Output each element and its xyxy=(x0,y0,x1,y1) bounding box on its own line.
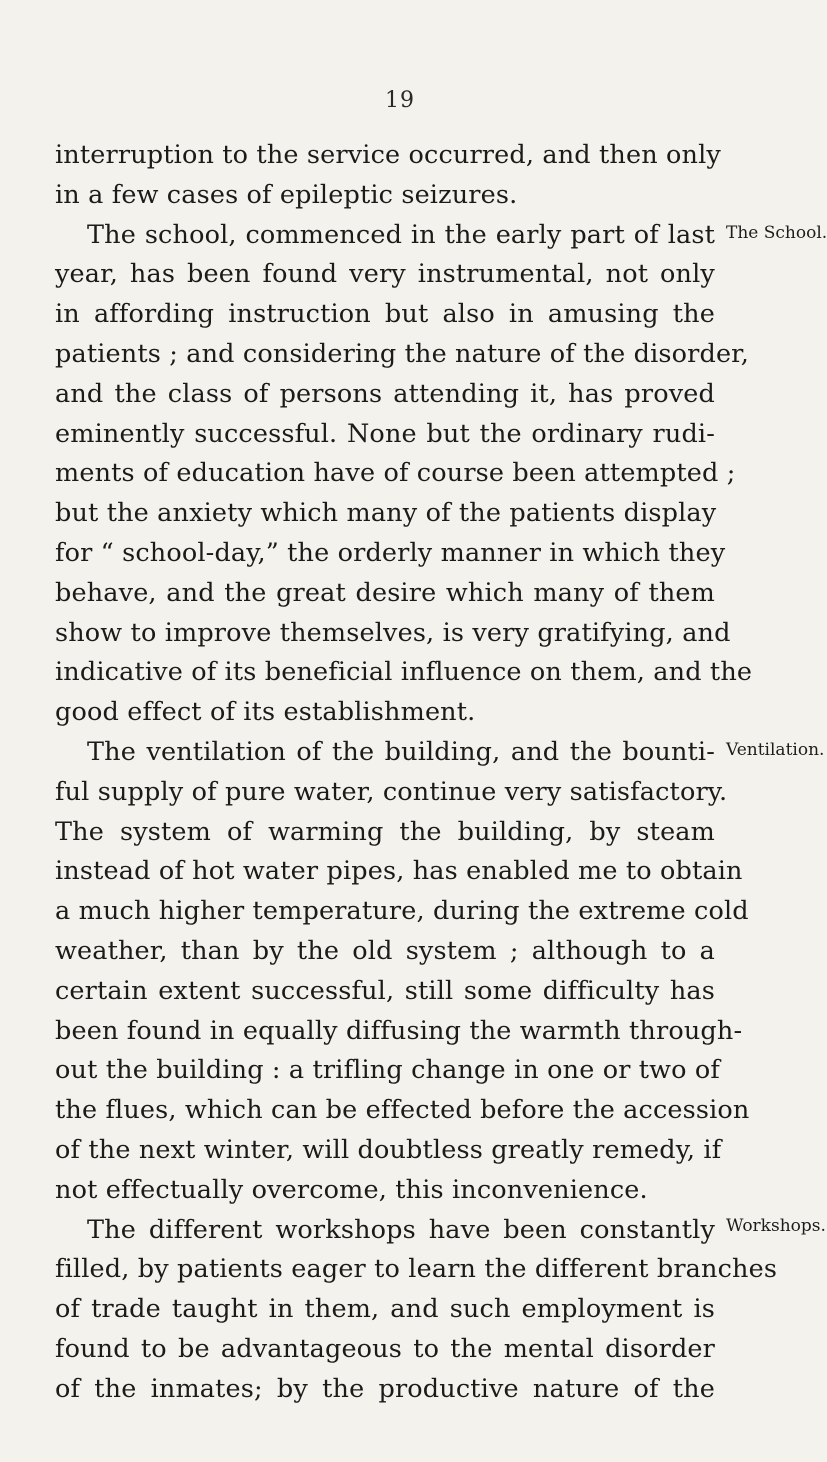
page-number: 19 xyxy=(385,88,415,113)
text-line: instead of hot water pipes, has enabled me to obtain xyxy=(55,856,743,887)
text-line: of the inmates; by the productive nature of the xyxy=(55,1373,715,1404)
text-line: been found in equally diffusing the warmth through- xyxy=(55,1015,743,1046)
text-line: and the class of persons attending it, has proved xyxy=(55,378,715,409)
text-line: certain extent successful, still some difficulty has xyxy=(55,975,715,1006)
text-line: The school, commenced in the early part of last xyxy=(87,219,715,250)
text-line: not effectually overcome, this inconvenience. xyxy=(55,1174,648,1205)
text-line: The ventilation of the building, and the bounti- xyxy=(87,736,715,767)
text-line: The system of warming the building, by steam xyxy=(55,816,715,847)
text-line: eminently successful. None but the ordinary rudi- xyxy=(55,418,715,449)
text-line: out the building : a trifling change in one or two of xyxy=(55,1055,721,1086)
text-line: ful supply of pure water, continue very satisfactory. xyxy=(55,776,728,807)
text-line: in affording instruction but also in amusing the xyxy=(55,299,715,330)
text-line: the flues, which can be effected before the accession xyxy=(55,1095,750,1126)
sidenote-workshops: Workshops. xyxy=(726,1216,826,1236)
text-line: interruption to the service occurred, and then only xyxy=(55,140,721,170)
text-line: The different workshops have been constantly xyxy=(87,1214,715,1245)
text-line: filled, by patients eager to learn the different branches xyxy=(55,1254,778,1285)
text-line: indicative of its beneficial influence on them, and the xyxy=(55,657,753,688)
body-text xyxy=(55,136,778,1410)
text-line: show to improve themselves, is very gratifying, and xyxy=(55,617,731,648)
text-line: good effect of its establishment. xyxy=(55,697,476,728)
text-line: for “ school-day,” the orderly manner in which they xyxy=(55,537,726,568)
text-line: of the next winter, will doubtless greatly remedy, if xyxy=(55,1134,722,1165)
sidenote-ventilation: Ventilation. xyxy=(726,740,825,760)
text-line: a much higher temperature, during the extreme cold xyxy=(55,896,749,927)
sidenote-the-school: The School. xyxy=(726,223,827,243)
text-line: found to be advantageous to the mental disorder xyxy=(55,1333,715,1364)
text-line: year, has been found very instrumental, not only xyxy=(55,259,715,290)
text-line: in a few cases of epileptic seizures. xyxy=(55,179,518,210)
text-line: of trade taught in them, and such employment is xyxy=(55,1294,715,1325)
text-line: ments of education have of course been attempted ; xyxy=(55,458,736,489)
text-line: weather, than by the old system ; although to a xyxy=(55,935,715,966)
text-line: behave, and the great desire which many of them xyxy=(55,577,715,608)
text-line: but the anxiety which many of the patients display xyxy=(55,498,717,529)
text-line: patients ; and considering the nature of the disorder, xyxy=(55,338,749,369)
